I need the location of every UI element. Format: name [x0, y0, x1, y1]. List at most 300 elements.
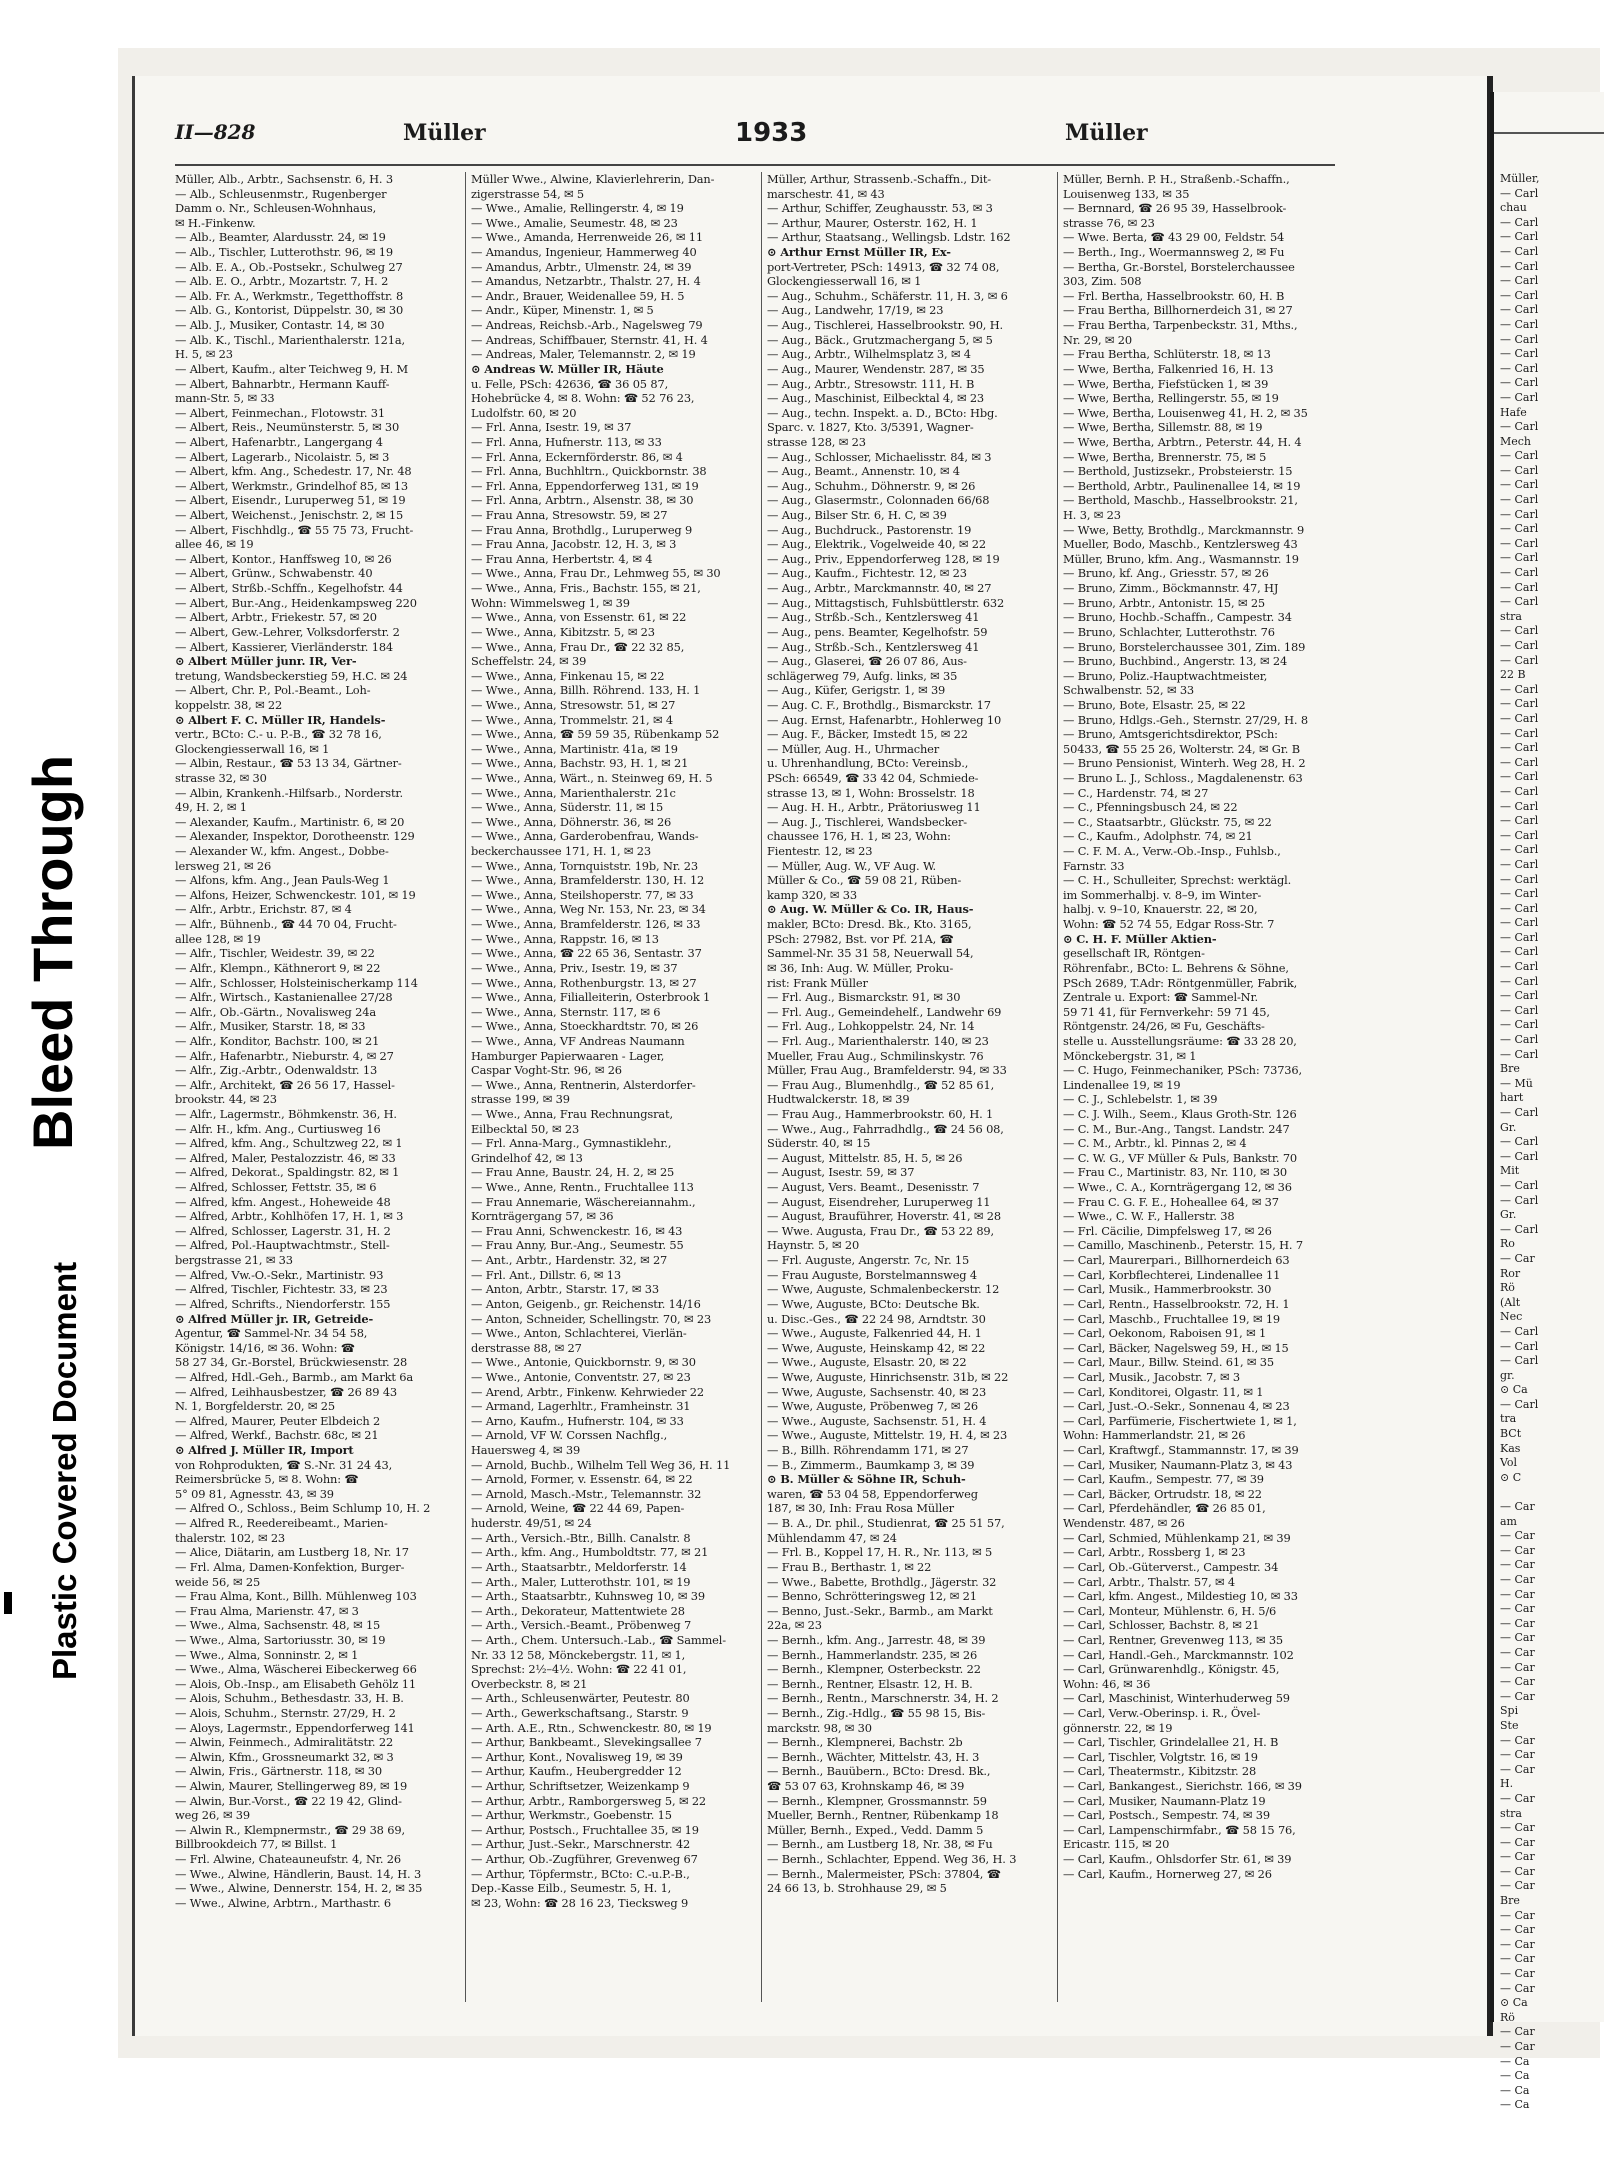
directory-entry-line: — Arthur, Arbtr., Ramborgersweg 5, ✉ 22 [471, 1793, 707, 1808]
directory-entry-line: — Bruno, Amtsgerichtsdirektor, PSch: [1063, 727, 1278, 742]
next-page-entry-line: Kas [1500, 1441, 1521, 1455]
directory-entry-line: ⊙ Albert F. C. Müller IR, Handels- [175, 712, 386, 727]
directory-entry-line: Dep.-Kasse Eilb., Seumestr. 5, H. 1, [471, 1881, 672, 1896]
next-page-entry-line: Rö [1500, 2010, 1515, 2024]
next-page-entry-line: — Carl [1500, 522, 1539, 536]
directory-entry-line: — Bernh., am Lustberg 18, Nr. 38, ✉ Fu [767, 1837, 993, 1852]
next-page-entry-line: Bre [1500, 1062, 1520, 1076]
directory-entry-line: im Sommerhalbj. v. 8–9, im Winter- [1063, 887, 1262, 902]
directory-entry-line: — Alfred R., Reedereibeamt., Marien- [175, 1516, 388, 1531]
directory-entry-line: — Bernh., Klempner, Grossmannstr. 59 [767, 1793, 987, 1808]
directory-entry-line: Wohn: Hammerlandstr. 21, ✉ 26 [1063, 1428, 1246, 1443]
next-page-entry-line: — Carl [1500, 361, 1539, 375]
directory-entry-line: — Andreas, Reichsb.-Arb., Nagelsweg 79 [471, 318, 703, 333]
directory-entry-line: — Albert, Chr. P., Pol.-Beamt., Loh- [175, 683, 371, 698]
directory-entry-line: — C. J. Wilh., Seem., Klaus Groth-Str. 126 [1063, 1107, 1297, 1121]
next-page-entry-line: — Carl [1500, 653, 1539, 667]
next-page-entry-line: Ror [1500, 1266, 1521, 1280]
directory-entry-line: — Berthold, Arbtr., Paulinenallee 14, ✉ 19 [1063, 478, 1301, 493]
directory-entry-line: — Arthur, Maurer, Osterstr. 162, H. 1 [767, 215, 978, 230]
directory-entry-line: 303, Zim. 508 [1063, 274, 1142, 289]
directory-entry-line: derstrasse 88, ✉ 27 [471, 1340, 582, 1355]
directory-entry-line: — Frl. Ant., Dillstr. 6, ✉ 13 [471, 1267, 621, 1282]
directory-entry-line: — Berth., Ing., Woermannsweg 2, ✉ Fu [1063, 245, 1285, 260]
directory-entry-line: — Alfr., Hafenarbtr., Nieburstr. 4, ✉ 27 [175, 1048, 394, 1063]
directory-entry-line: — Arno, Kaufm., Hufnerstr. 104, ✉ 33 [471, 1413, 684, 1428]
directory-entry-line: makler, BCto: Dresd. Bk., Kto. 3165, [767, 917, 972, 932]
directory-entry-line: — Aug., techn. Inspekt. a. D., BCto: Hbg. [767, 405, 998, 420]
directory-entry-line: 58 27 34, Gr.-Borstel, Brückwiesenstr. 28 [175, 1355, 408, 1370]
next-page-entry-line: Gr. [1500, 1208, 1517, 1222]
next-page-entry-line: — Carl [1500, 1193, 1539, 1207]
directory-entry-line: — Frau Auguste, Borstelmannsweg 4 [767, 1267, 977, 1282]
next-page-entry-line: — Car [1500, 1821, 1535, 1835]
next-page-entry-line: — Carl [1500, 930, 1539, 944]
directory-entry-line: — Aug., Arbtr., Wilhelmsplatz 3, ✉ 4 [767, 347, 971, 362]
directory-entry-line: H. 3, ✉ 23 [1063, 508, 1121, 523]
directory-entry-line: — Arthur, Just.-Sekr., Marschnerstr. 42 [471, 1837, 691, 1852]
directory-entry-line: Kornträgergang 57, ✉ 36 [471, 1209, 614, 1224]
directory-entry-line: — Albert, Kontor., Hanffsweg 10, ✉ 26 [175, 551, 392, 566]
directory-entry-line: ✉ 23, Wohn: ☎ 28 16 23, Tiecksweg 9 [471, 1895, 689, 1910]
directory-entry-line: — Alb. E. O., Arbtr., Mozartstr. 7, H. 2 [175, 274, 389, 289]
directory-entry-line: — Bruno, Schlachter, Lutterothstr. 76 [1063, 624, 1275, 639]
directory-entry-line: — Wwe., Alma, Sachsenstr. 48, ✉ 15 [175, 1618, 381, 1633]
directory-entry-line: Müller, Alb., Arbtr., Sachsenstr. 6, H. 3 [175, 172, 393, 186]
directory-entry-line: — Arth., Gewerkschaftsang., Starstr. 9 [471, 1705, 689, 1720]
directory-entry-line: — Wwe. Berta, ☎ 43 29 00, Feldstr. 54 [1063, 230, 1285, 245]
directory-entry-line: — Alfred, Schlosser, Fettstr. 35, ✉ 6 [175, 1180, 377, 1195]
directory-entry-line: Caspar Voght-Str. 96, ✉ 26 [471, 1063, 622, 1078]
directory-entry-line: — Carl, Maurerpari., Billhornerdeich 63 [1063, 1253, 1290, 1268]
directory-entry-line: — Carl, Grünwarenhdlg., Königstr. 45, [1063, 1662, 1280, 1677]
directory-entry-line: Sammel-Nr. 35 31 58, Neuerwall 54, [767, 946, 974, 961]
directory-entry-line: — Wwe, Auguste, Hinrichsenstr. 31b, ✉ 22 [767, 1369, 1009, 1384]
directory-entry-line: PSch: 66549, ☎ 33 42 04, Schmiede- [767, 770, 979, 785]
next-page-entry-line: — Car [1500, 1543, 1535, 1557]
directory-entry-line: — Wwe., Anna, Garderobenfrau, Wands- [471, 829, 699, 844]
directory-entry-line: Mueller, Bodo, Maschb., Kentzlersweg 43 [1063, 537, 1298, 552]
next-page-entry-line: — Car [1500, 1791, 1535, 1805]
directory-entry-line: — Wwe., Anna, ☎ 22 65 36, Sentastr. 37 [471, 946, 702, 961]
next-page-entry-line: — Carl [1500, 536, 1539, 550]
side-mark [4, 1592, 12, 1614]
directory-entry-line: — Alfr., Klempn., Käthnerort 9, ✉ 22 [175, 960, 381, 975]
next-page-entry-line: — Car [1500, 2040, 1535, 2053]
directory-entry-line: — Aug. H. H., Arbtr., Prätoriusweg 11 [767, 800, 981, 815]
directory-entry-line: Müller, Frau Aug., Bramfelderstr. 94, ✉ 33 [767, 1063, 1007, 1078]
directory-entry-line: — Frau Anna, Stresowstr. 59, ✉ 27 [471, 508, 668, 523]
directory-entry-line: — Alfr., Architekt, ☎ 26 56 17, Hassel- [175, 1077, 395, 1092]
column-4 [1063, 172, 1348, 2002]
next-page-entry-line: — Carl [1500, 580, 1539, 594]
directory-entry-line: — Carl, Maur., Billw. Steind. 61, ✉ 35 [1063, 1355, 1274, 1370]
directory-entry-line: — Andr., Brauer, Weidenallee 59, H. 5 [471, 288, 685, 303]
directory-entry-line: — Wwe., Anna, Rothenburgstr. 13, ✉ 27 [471, 975, 697, 990]
directory-entry-line: — Alexander, Kaufm., Martinistr. 6, ✉ 20 [175, 814, 405, 829]
directory-entry-line: — Wwe., Anna, Frau Rechnungsrat, [471, 1107, 673, 1121]
next-page-entry-line: Gr. [1500, 1120, 1517, 1134]
directory-entry-line: — Bernh., Bauübern., BCto: Dresd. Bk., [767, 1764, 991, 1779]
next-page-entry-line: — Carl [1500, 945, 1539, 959]
directory-entry-line: — Berthold, Maschb., Hasselbrookstr. 21, [1063, 493, 1298, 508]
directory-entry-line: — Wwe., Anna, Bramfelderstr. 126, ✉ 33 [471, 917, 701, 932]
next-page-entry-line: Bre [1500, 1894, 1520, 1908]
directory-entry-line: — Müller, Aug. W., VF Aug. W. [767, 858, 936, 873]
next-page-entry-line: — Car [1500, 1864, 1535, 1878]
directory-entry-line: — Frl. Alwine, Chateauneufstr. 4, Nr. 26 [175, 1852, 401, 1867]
directory-entry-line: — Albert, Gew.-Lehrer, Volksdorferstr. 2 [175, 624, 400, 639]
directory-entry-line: — Carl, Parfümerie, Fischertwiete 1, ✉ 1, [1063, 1413, 1297, 1428]
directory-entry-line: — Wwe., Anna, Döhnerstr. 36, ✉ 26 [471, 814, 672, 829]
next-page-entry-line: — Car [1500, 1835, 1535, 1849]
next-page-entry-line: — Car [1500, 1631, 1535, 1645]
directory-entry-line: Süderstr. 40, ✉ 15 [767, 1136, 871, 1151]
directory-entry-line: — C. F. M. A., Verw.-Ob.-Insp., Fuhlsb., [1063, 844, 1281, 859]
directory-entry-line: — Arthur, Ob.-Zugführer, Grevenweg 67 [471, 1852, 698, 1867]
directory-entry-line: — Alfred, Schlosser, Lagerstr. 31, H. 2 [175, 1223, 391, 1238]
directory-entry-line: — Albert, Lagerarb., Nicolaistr. 5, ✉ 3 [175, 449, 390, 464]
next-page-entry-line: Rö [1500, 1281, 1515, 1295]
next-page-entry-line [1494, 1485, 1604, 1500]
next-page-entry-line: — Car [1500, 1967, 1535, 1981]
directory-entry-line: strasse 13, ✉ 1, Wohn: Brosselstr. 18 [767, 785, 975, 800]
directory-entry-line: — Wwe., Auguste, Falkenried 44, H. 1 [767, 1326, 982, 1341]
directory-entry-line: — Carl, Arbtr., Rossberg 1, ✉ 23 [1063, 1545, 1246, 1560]
header-rule [175, 164, 1335, 166]
directory-entry-line: Königstr. 14/16, ✉ 36. Wohn: ☎ [175, 1340, 355, 1355]
directory-entry-line: — Alfr., Tischler, Weidestr. 39, ✉ 22 [175, 946, 375, 961]
directory-entry-line: ⊙ Alfred Müller jr. IR, Getreide- [175, 1311, 374, 1326]
next-page-entry-line: — Carl [1500, 828, 1539, 842]
directory-entry-line: marckstr. 98, ✉ 30 [767, 1720, 872, 1735]
directory-entry-line: 50433, ☎ 55 25 26, Wolterstr. 24, ✉ Gr. B [1063, 741, 1300, 756]
directory-entry-line: — Aug., Arbtr., Marckmannstr. 40, ✉ 27 [767, 581, 992, 596]
next-page-entry-line: — Carl [1500, 244, 1539, 258]
directory-entry-line: — Bruno, Hochb.-Schaffn., Campestr. 34 [1063, 610, 1292, 625]
directory-entry-line: H. 5, ✉ 23 [175, 347, 233, 362]
directory-entry-line: — Frl. Anna, Buchhltrn., Quickbornstr. 38 [471, 464, 707, 479]
next-page-entry-line: — Carl [1500, 347, 1539, 361]
directory-entry-line: — Carl, Oekonom, Raboisen 91, ✉ 1 [1063, 1326, 1267, 1341]
directory-entry-line: — Carl, Bäcker, Nagelsweg 59, H., ✉ 15 [1063, 1340, 1289, 1355]
directory-entry-line: tretung, Wandsbeckerstieg 59, H.C. ✉ 24 [175, 668, 408, 683]
directory-entry-line: — Frl. Aug., Bismarckstr. 91, ✉ 30 [767, 990, 961, 1005]
directory-entry-line: — Wwe., Auguste, Sachsenstr. 51, H. 4 [767, 1413, 987, 1428]
directory-entry-line: — Carl, Ob.-Güterverst., Campestr. 34 [1063, 1559, 1279, 1574]
directory-entry-line: — Frau B., Berthastr. 1, ✉ 22 [767, 1559, 932, 1574]
next-page-entry-line: — Car [1500, 1587, 1535, 1601]
directory-entry-line: — Aug., Strßb.-Sch., Kentzlersweg 41 [767, 610, 980, 625]
directory-entry-line: Damm o. Nr., Schleusen-Wohnhaus, [175, 201, 377, 216]
directory-entry-line: — Wwe., Anna, VF Andreas Naumann [471, 1033, 685, 1048]
directory-entry-line: — Arnold, Buchb., Wilhelm Tell Weg 36, H. 11 [471, 1457, 731, 1472]
next-page-entry-line: stra [1500, 1806, 1522, 1820]
directory-entry-line: — Carl, Bankangest., Sierichstr. 166, ✉ 39 [1063, 1779, 1302, 1794]
directory-entry-line: — Wwe., Anna, Martinistr. 41a, ✉ 19 [471, 741, 678, 756]
directory-entry-line: Röntgenstr. 24/26, ✉ Fu, Geschäfts- [1063, 1019, 1265, 1034]
directory-entry-line: Wohn: 46, ✉ 36 [1063, 1676, 1151, 1691]
next-page-entry-line: — Carl [1500, 624, 1539, 638]
next-page-entry-line: — Car [1500, 1675, 1535, 1689]
next-page-entry-line: — Car [1500, 1850, 1535, 1864]
directory-entry-line: ⊙ B. Müller & Söhne IR, Schuh- [767, 1472, 966, 1487]
directory-entry-line: — Arthur, Kaufm., Heubergredder 12 [471, 1764, 682, 1779]
directory-entry-line: — Alfr., Ob.-Gärtn., Novalisweg 24a [175, 1004, 376, 1019]
directory-entry-line: — Carl, Verw.-Oberinsp. i. R., Övel- [1063, 1705, 1261, 1720]
next-page-entry-line: — Carl [1500, 887, 1539, 901]
directory-entry-line: allee 46, ✉ 19 [175, 537, 254, 552]
directory-entry-line: — Alb., Schleusenmstr., Rugenberger [175, 186, 387, 201]
directory-entry-line: — Alfred, Dekorat., Spaldingstr. 82, ✉ 1 [175, 1165, 400, 1180]
next-page-entry-line: — Carl [1500, 551, 1539, 565]
directory-entry-line: — Frl. Aug., Marienthalerstr. 140, ✉ 23 [767, 1033, 989, 1048]
directory-entry-line: schlägerweg 79, Aufg. links, ✉ 35 [767, 668, 958, 683]
directory-entry-line: — Bernh., Schlachter, Eppend. Weg 36, H. 3 [767, 1852, 1017, 1867]
directory-entry-line: — Carl, Arbtr., Thalstr. 57, ✉ 4 [1063, 1574, 1236, 1589]
directory-entry-line: — Wwe, Bertha, Falkenried 16, H. 13 [1063, 361, 1274, 376]
directory-entry-line: — Wwe., Alwine, Arbtrn., Marthastr. 6 [175, 1895, 391, 1910]
next-page-entry-line: — Carl [1500, 916, 1539, 930]
directory-entry-line: — Alwin, Fris., Gärtnerstr. 118, ✉ 30 [175, 1764, 382, 1779]
directory-entry-line: — Alfons, kfm. Ang., Jean Pauls-Weg 1 [175, 873, 390, 888]
next-page-entry-line: — Carl [1500, 463, 1539, 477]
next-page-entry-line: — Carl [1500, 317, 1539, 331]
directory-entry-line: — Alois, Ob.-Insp., am Elisabeth Gehölz 11 [175, 1676, 416, 1691]
next-page-entry-line: — Carl [1500, 784, 1539, 798]
header-name-left: Müller [403, 120, 486, 146]
directory-entry-line: — Arend, Arbtr., Finkenw. Kehrwieder 22 [471, 1384, 704, 1399]
next-page-entry-line: — Carl [1500, 1135, 1539, 1149]
next-page-entry-line: — Car [1500, 1529, 1535, 1543]
next-page-entry-line: — Ca [1500, 2069, 1530, 2083]
directory-entry-line: PSch 2689, T.Adr: Röntgenmüller, Fabrik, [1063, 975, 1298, 990]
directory-entry-line: — Wwe, Bertha, Sillemstr. 88, ✉ 19 [1063, 420, 1263, 435]
directory-entry-line: — Aloys, Lagermstr., Eppendorferweg 141 [175, 1720, 415, 1735]
directory-entry-line: port-Vertreter, PSch: 14913, ☎ 32 74 08, [767, 259, 1000, 274]
directory-entry-line: u. Uhrenhandlung, BCto: Vereinsb., [767, 756, 969, 771]
directory-entry-line: — Amandus, Arbtr., Ulmenstr. 24, ✉ 39 [471, 259, 692, 274]
directory-entry-line: — Wwe., Anna, Frau Dr., Lehmweg 55, ✉ 30 [471, 566, 721, 581]
directory-entry-line: — Alb. Fr. A., Werkmstr., Tegetthoffstr. 8 [175, 288, 404, 303]
directory-entry-line: Glockengiesserwall 16, ✉ 1 [175, 741, 330, 756]
directory-entry-line: — Alfred, Schrifts., Niendorferstr. 155 [175, 1296, 391, 1311]
next-page-entry-line: ⊙ Ca [1500, 1996, 1528, 2010]
directory-entry-line: — Aug. Ernst, Hafenarbtr., Hohlerweg 10 [767, 712, 1002, 727]
directory-entry-line: — Wwe., Babette, Brothdlg., Jägerstr. 32 [767, 1574, 997, 1589]
next-page-entry-line: — Carl [1500, 566, 1539, 580]
directory-entry-line: — Albert, Fischhdlg., ☎ 55 75 73, Frucht- [175, 522, 414, 537]
directory-entry-line: — Arthur, Schiffer, Zeughausstr. 53, ✉ 3 [767, 201, 993, 216]
page-header [175, 118, 1335, 158]
next-page-entry-line: — Carl [1500, 1324, 1539, 1338]
directory-entry-line: — Bernh., kfm. Ang., Jarrestr. 48, ✉ 39 [767, 1632, 986, 1647]
directory-entry-line: — Wwe., Alwine, Händlerin, Baust. 14, H. 3 [175, 1866, 422, 1881]
next-page-entry-line: — Carl [1500, 799, 1539, 813]
directory-entry-line: — Alfr., Zig.-Arbtr., Odenwaldstr. 13 [175, 1063, 378, 1078]
directory-entry-line: — Wwe., Amalie, Rellingerstr. 4, ✉ 19 [471, 201, 684, 216]
directory-entry-line: — Wwe., Anna, Wärt., n. Steinweg 69, H. 5 [471, 770, 713, 785]
next-page-entry-line: Vol [1500, 1456, 1518, 1470]
next-page-entry-line: — Carl [1500, 1033, 1539, 1047]
directory-entry-line: — Alfred, Arbtr., Kohlhöfen 17, H. 1, ✉ 3 [175, 1209, 404, 1224]
directory-entry-line: — Carl, Schlosser, Bachstr. 8, ✉ 21 [1063, 1618, 1260, 1633]
directory-entry-line: — Arth., Schleusenwärter, Peutestr. 80 [471, 1691, 690, 1706]
directory-entry-line: — Albert, Reis., Neumünsterstr. 5, ✉ 30 [175, 420, 400, 435]
directory-entry-line: Nr. 29, ✉ 20 [1063, 332, 1132, 347]
next-page-entry-line: BCt [1500, 1427, 1522, 1441]
directory-entry-line: Müller, Arthur, Strassenb.-Schaffn., Dit- [767, 172, 991, 186]
next-page-entry-line: — Carl [1500, 274, 1539, 288]
directory-entry-line: — Arth., Chem. Untersuch.-Lab., ☎ Sammel- [471, 1632, 726, 1647]
directory-entry-line: — C. M., Arbtr., kl. Pinnas 2, ✉ 4 [1063, 1136, 1247, 1151]
directory-entry-line: — Albert, Kaufm., alter Teichweg 9, H. M [175, 361, 409, 376]
directory-entry-line: — Wwe., C. W. F., Hallerstr. 38 [1063, 1209, 1235, 1224]
directory-entry-line: — Wwe., Alwine, Dennerstr. 154, H. 2, ✉ 35 [175, 1881, 423, 1896]
directory-entry-line: — Wwe, Bertha, Rellingerstr. 55, ✉ 19 [1063, 391, 1279, 406]
directory-entry-line: — Frau Alma, Kont., Billh. Mühlenweg 103 [175, 1589, 417, 1604]
directory-entry-line: — C., Hardenstr. 74, ✉ 27 [1063, 785, 1209, 800]
directory-entry-line: — Frau Aug., Blumenhdlg., ☎ 52 85 61, [767, 1077, 995, 1092]
directory-entry-line: — Arnold, Former, v. Essenstr. 64, ✉ 22 [471, 1472, 693, 1487]
directory-entry-line: gesellschaft IR, Röntgen- [1063, 946, 1205, 961]
directory-entry-line: — Arthur, Töpfermstr., BCto: C.-u.P.-B., [471, 1866, 690, 1881]
next-page-entry-line: — Car [1500, 2025, 1535, 2039]
directory-entry-line: — Frau C. G. F. E., Hoheallee 64, ✉ 37 [1063, 1194, 1279, 1209]
directory-entry-line: Ludolfstr. 60, ✉ 20 [471, 405, 577, 420]
directory-entry-line: — Frau Anny, Bur.-Ang., Seumestr. 55 [471, 1238, 684, 1253]
directory-entry-line: Müller Wwe., Alwine, Klavierlehrerin, Dan- [471, 172, 715, 186]
directory-entry-line: — Bertha, Gr.-Borstel, Borstelerchaussee [1063, 259, 1295, 274]
directory-entry-line: — Arnold, VF W. Corssen Nachflg., [471, 1428, 668, 1443]
directory-entry-line: 59 71 41, für Fernverkehr: 59 71 45, [1063, 1004, 1270, 1019]
next-page-entry-line: — Carl [1500, 288, 1539, 302]
next-page-entry-line: — Car [1500, 1923, 1535, 1937]
directory-entry-line: — Arthur, Postsch., Fruchtallee 35, ✉ 19 [471, 1822, 699, 1837]
next-page-entry-line: — Car [1500, 1251, 1535, 1265]
directory-entry-line: — Frau C., Martinistr. 83, Nr. 110, ✉ 30 [1063, 1165, 1288, 1180]
next-page-entry-line: — Carl [1500, 1222, 1539, 1236]
directory-entry-line: — Bernh., Rentn., Marschnerstr. 34, H. 2 [767, 1691, 999, 1706]
next-page-entry-line: tra [1500, 1412, 1517, 1426]
next-page-entry-line: — Carl [1500, 1339, 1539, 1353]
next-page-entry-line: — Carl [1500, 741, 1539, 755]
directory-entry-line: — Carl, Musiker, Naumann-Platz 3, ✉ 43 [1063, 1457, 1293, 1472]
directory-entry-line: — Alice, Diätarin, am Lustberg 18, Nr. 17 [175, 1545, 409, 1560]
next-page-entry-line: Müller, [1500, 172, 1540, 185]
directory-entry-line: weg 26, ✉ 39 [175, 1808, 250, 1823]
directory-entry-line: — Bruno, Buchbind., Angerstr. 13, ✉ 24 [1063, 654, 1288, 669]
directory-entry-line: — Carl, Pferdehändler, ☎ 26 85 01, [1063, 1501, 1266, 1516]
directory-entry-line: — Arth., kfm. Ang., Humboldtstr. 77, ✉ 21 [471, 1545, 709, 1560]
next-page-entry-line: — Mü [1500, 1076, 1533, 1090]
directory-entry-line: — August, Eisendreher, Luruperweg 11 [767, 1194, 991, 1209]
directory-entry-line: — Wwe, Bertha, Fiefstücken 1, ✉ 39 [1063, 376, 1269, 391]
next-page-edge [1490, 92, 1604, 2112]
directory-entry-line: Müller & Co., ☎ 59 08 21, Rüben- [767, 873, 962, 888]
directory-entry-line: — Alfr., Arbtr., Erichstr. 87, ✉ 4 [175, 902, 352, 917]
directory-entry-line: — C., Pfenningsbusch 24, ✉ 22 [1063, 800, 1238, 815]
directory-entry-line: — B., Zimmerm., Baumkamp 3, ✉ 39 [767, 1457, 975, 1472]
directory-entry-line: — Frl. Anna, Arbtrn., Alsenstr. 38, ✉ 30 [471, 493, 694, 508]
directory-entry-line: strasse 76, ✉ 23 [1063, 215, 1155, 230]
directory-entry-line: — Alois, Schuhm., Bethesdastr. 33, H. B. [175, 1691, 404, 1706]
next-page-entry-line: — Carl [1500, 843, 1539, 857]
directory-entry-line: — Wwe., Amanda, Herrenweide 26, ✉ 11 [471, 230, 703, 245]
directory-entry-line: brookstr. 44, ✉ 23 [175, 1092, 277, 1107]
directory-entry-line: — Wwe., Anna, Rappstr. 16, ✉ 13 [471, 931, 659, 946]
next-page-entry-line: — Carl [1500, 259, 1539, 273]
directory-entry-line: — Alb. G., Kontorist, Düppelstr. 30, ✉ 30 [175, 303, 404, 318]
next-page-entry-line: — Car [1500, 1762, 1535, 1776]
directory-entry-line: 22a, ✉ 23 [767, 1618, 822, 1633]
directory-entry-line: — Arth., Dekorateur, Mattentwiete 28 [471, 1603, 685, 1618]
directory-entry-line: — Wwe., Anna, Kibitzstr. 5, ✉ 23 [471, 624, 655, 639]
directory-entry-line: — Amandus, Netzarbtr., Thalstr. 27, H. 4 [471, 274, 701, 289]
directory-entry-line: — Arth. A.E., Rtn., Schwenckestr. 80, ✉ 19 [471, 1720, 712, 1735]
directory-entry-line: — Carl, Kaufm., Sempestr. 77, ✉ 39 [1063, 1472, 1264, 1487]
directory-entry-line: — Aug., Mittagstisch, Fuhlsbüttlerstr. 632 [767, 595, 1005, 610]
directory-entry-line: Hohebrücke 4, ✉ 8. Wohn: ☎ 52 76 23, [471, 391, 695, 406]
directory-entry-line: — Arthur, Staatsang., Wellingsb. Ldstr. 162 [767, 230, 1011, 245]
directory-entry-line: Ericastr. 115, ✉ 20 [1063, 1837, 1170, 1852]
directory-entry-line: — Anton, Arbtr., Starstr. 17, ✉ 33 [471, 1282, 659, 1297]
directory-entry-line: — Wwe., Anna, Stresowstr. 51, ✉ 27 [471, 697, 676, 712]
next-page-entry-line: — Car [1500, 1616, 1535, 1630]
directory-entry-line: Hudtwalckerstr. 18, ✉ 39 [767, 1092, 910, 1107]
directory-entry-line: — Wwe., Antonie, Conventstr. 27, ✉ 23 [471, 1369, 691, 1384]
directory-entry-line: — Anton, Geigenb., gr. Reichenstr. 14/16 [471, 1296, 701, 1311]
next-page-entry-line: ⊙ Ca [1500, 1383, 1528, 1397]
directory-entry-line: — Wwe., Anton, Schlachterei, Vierlän- [471, 1326, 687, 1341]
directory-entry-line: — Aug., Landwehr, 17/19, ✉ 23 [767, 303, 944, 318]
directory-entry-line: — Carl, Konditorei, Olgastr. 11, ✉ 1 [1063, 1384, 1264, 1399]
directory-entry-line: — Alb., Beamter, Alardusstr. 24, ✉ 19 [175, 230, 386, 245]
next-page-entry-line: — Carl [1500, 1149, 1539, 1163]
directory-entry-line: zigerstrasse 54, ✉ 5 [471, 186, 584, 201]
directory-entry-line: — Bruno, Poliz.-Hauptwachtmeister, [1063, 668, 1268, 683]
next-page-entry-line: — Carl [1500, 1106, 1539, 1119]
directory-entry-line: — Albert, Bahnarbtr., Hermann Kauff- [175, 376, 390, 391]
directory-entry-line: — Frl. Anna, Eppendorferweg 131, ✉ 19 [471, 478, 699, 493]
directory-entry-line: — Albert, Weichenst., Jenischstr. 2, ✉ 15 [175, 508, 404, 523]
directory-entry-line: N. 1, Borgfelderstr. 20, ✉ 25 [175, 1399, 335, 1414]
directory-entry-line: ⊙ Albert Müller junr. IR, Ver- [175, 654, 357, 669]
directory-entry-line: Scheffelstr. 24, ✉ 39 [471, 654, 587, 669]
directory-entry-line: — Arth., Versich.-Beamt., Pröbenweg 7 [471, 1618, 692, 1633]
directory-entry-line: — Andreas, Schiffbauer, Sternstr. 41, H. 4 [471, 332, 708, 347]
directory-entry-line: — Amandus, Ingenieur, Hammerweg 40 [471, 245, 697, 260]
directory-entry-line: — Arthur, Werkmstr., Goebenstr. 15 [471, 1808, 672, 1823]
directory-entry-line: — Wwe, Auguste, Pröbenweg 7, ✉ 26 [767, 1399, 978, 1414]
directory-entry-line: — August, Brauführer, Hoverstr. 41, ✉ 28 [767, 1209, 1001, 1224]
next-page-entry-line: — Carl [1500, 478, 1539, 492]
directory-entry-line: — Alfred, Leihhausbestzer, ☎ 26 89 43 [175, 1384, 398, 1399]
directory-entry-line: — Carl, Tischler, Grindelallee 21, H. B [1063, 1735, 1279, 1750]
next-page-column [1494, 172, 1604, 2113]
next-page-entry-line: — Carl [1500, 697, 1539, 711]
directory-entry-line: — Albert, kfm. Ang., Schedestr. 17, Nr. 48 [175, 464, 412, 479]
directory-entry-line: — Wwe., Anna, Trommelstr. 21, ✉ 4 [471, 712, 673, 727]
directory-entry-line: — Wwe., Anna, Bramfelderstr. 130, H. 12 [471, 873, 705, 888]
directory-entry-line: ✉ H.-Finkenw. [175, 215, 256, 230]
directory-entry-line: ⊙ Arthur Ernst Müller IR, Ex- [767, 245, 951, 260]
directory-entry-line: Hauersweg 4, ✉ 39 [471, 1443, 581, 1458]
directory-entry-line: — Wwe., Alma, Sonninstr. 2, ✉ 1 [175, 1647, 359, 1662]
directory-entry-line: — Carl, Musik., Jacobstr. 7, ✉ 3 [1063, 1369, 1240, 1384]
directory-entry-line: — Alb. E. A., Ob.-Postsekr., Schulweg 27 [175, 259, 403, 274]
directory-entry-line: — Alfr., Schlosser, Holsteinischerkamp 114 [175, 975, 418, 990]
